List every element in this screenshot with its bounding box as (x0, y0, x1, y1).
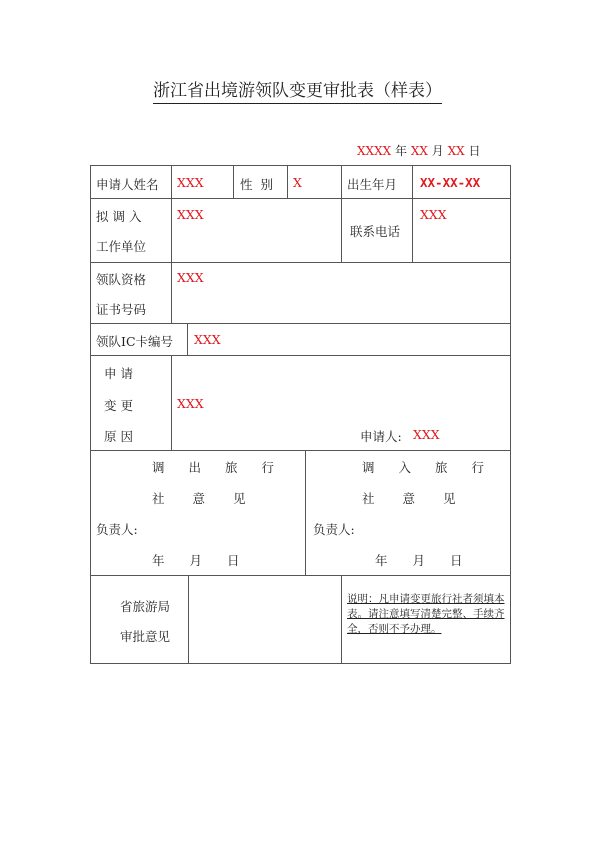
transfer-out-line1: 调出旅行 (152, 460, 299, 475)
reason-label-2: 变 更 (104, 398, 133, 413)
grid-line (233, 165, 234, 198)
transfer-out-person: 负责人: (96, 522, 138, 537)
grid-line (90, 198, 511, 199)
grid-line (90, 165, 511, 166)
phone-value[interactable]: XXX (420, 207, 447, 222)
gender-value[interactable]: X (293, 175, 302, 190)
grid-line (90, 355, 511, 356)
year-value: XXXX (357, 144, 392, 158)
page-title: 浙江省出境游领队变更审批表（样表） (0, 76, 595, 101)
transfer-in-line1: 调入旅行 (362, 460, 509, 475)
grid-line (90, 450, 511, 451)
grid-line (171, 165, 172, 323)
ic-card-label: 领队IC卡编号 (96, 334, 174, 349)
grid-line (171, 355, 172, 450)
ic-card-value[interactable]: XXX (194, 332, 221, 347)
transfer-out-line2: 社意见 (152, 491, 274, 506)
reason-label-3: 原 因 (104, 429, 133, 444)
target-unit-label-1: 拟 调 入 (96, 209, 142, 224)
grid-line (287, 165, 288, 198)
transfer-in-person: 负责人: (313, 522, 355, 537)
transfer-out-date: 年 月 日 (152, 553, 240, 568)
form-date (357, 142, 481, 159)
gender-label: 性 别 (240, 177, 273, 192)
grid-line (412, 165, 413, 262)
month-value: XX (410, 144, 428, 158)
birth-label: 出生年月 (347, 177, 398, 192)
grid-line (305, 450, 306, 575)
grid-line (90, 575, 511, 576)
grid-line (341, 165, 342, 262)
applicant-signature-value[interactable]: XXX (413, 427, 440, 442)
certificate-label-2: 证书号码 (96, 302, 147, 317)
month-label: 月 (431, 144, 444, 158)
target-unit-value[interactable]: XXX (177, 207, 204, 222)
year-label: 年 (395, 144, 408, 158)
applicant-name-label: 申请人姓名 (96, 177, 159, 192)
grid-line (90, 165, 91, 663)
reason-label-1: 申 请 (104, 366, 133, 381)
grid-line (187, 323, 188, 355)
transfer-in-line2: 社意见 (362, 491, 484, 506)
birth-value[interactable]: XX-XX-XX (420, 175, 481, 190)
applicant-signature-label: 申请人: (360, 429, 402, 444)
phone-label: 联系电话 (350, 224, 401, 239)
grid-line (90, 663, 511, 664)
grid-line (188, 575, 189, 663)
day-value: XX (447, 144, 465, 158)
day-label: 日 (468, 144, 481, 158)
reason-value[interactable]: XXX (177, 396, 204, 411)
grid-line (90, 323, 511, 324)
transfer-in-date: 年 月 日 (375, 553, 463, 568)
grid-line (90, 262, 511, 263)
certificate-label-1: 领队资格 (96, 272, 147, 287)
target-unit-label-2: 工作单位 (96, 239, 147, 254)
form-note: 说明：凡申请变更旅行社者须填本表。请注意填写清楚完整、手续齐全，否则不予办理。 (347, 593, 505, 635)
bureau-label-1: 省旅游局 (120, 599, 171, 614)
grid-line (341, 575, 342, 663)
applicant-name-value[interactable]: XXX (177, 175, 204, 190)
bureau-label-2: 审批意见 (120, 629, 171, 644)
certificate-value[interactable]: XXX (177, 270, 204, 285)
grid-line (510, 165, 511, 663)
